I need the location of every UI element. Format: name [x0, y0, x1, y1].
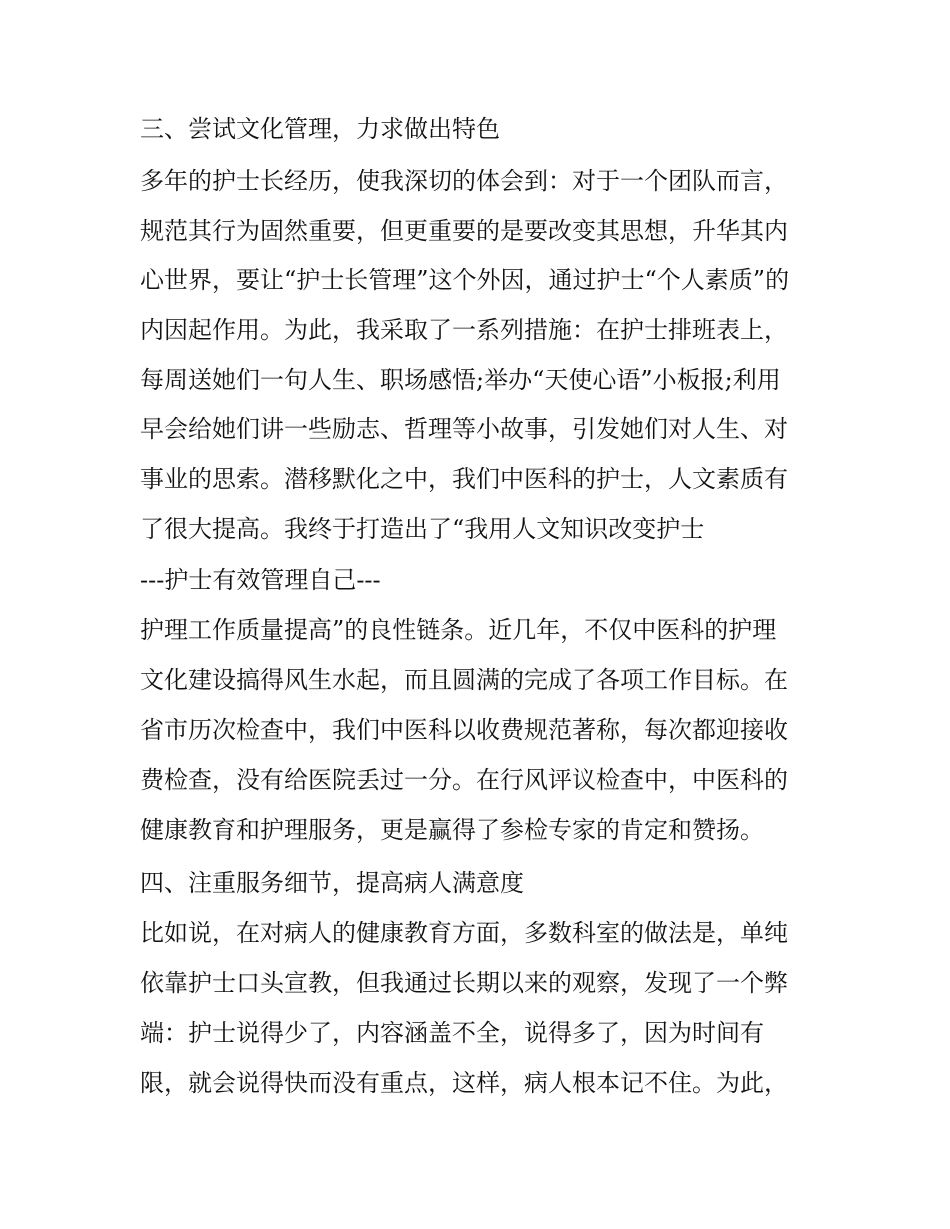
section-heading-3: 三、尝试文化管理，力求做出特色 [140, 115, 500, 143]
paragraph-line: 省市历次检查中，我们中医科以收费规范著称，每次都迎接收 [140, 716, 788, 744]
paragraph-line: 比如说，在对病人的健康教育方面，多数科室的做法是，单纯 [140, 919, 788, 947]
paragraph-line: 多年的护士长经历，使我深切的体会到：对于一个团队而言， [140, 167, 788, 195]
paragraph-line: 护理工作质量提高”的良性链条。近几年，不仅中医科的护理 [140, 616, 777, 644]
paragraph-line: 早会给她们讲一些励志、哲理等小故事，引发她们对人生、对 [140, 415, 788, 443]
paragraph-line: 每周送她们一句人生、职场感悟;举办“天使心语”小板报;利用 [140, 366, 781, 394]
section-heading-4: 四、注重服务细节，提高病人满意度 [140, 869, 524, 897]
paragraph-line: 规范其行为固然重要，但更重要的是要改变其思想，升华其内 [140, 217, 788, 245]
paragraph-line: 端：护士说得少了，内容涵盖不全，说得多了，因为时间有 [140, 1019, 764, 1047]
paragraph-line: 事业的思索。潜移默化之中，我们中医科的护士，人文素质有 [140, 465, 788, 493]
paragraph-line: ---护士有效管理自己--- [140, 566, 381, 594]
paragraph-line: 依靠护士口头宣教，但我通过长期以来的观察，发现了一个弊 [140, 969, 788, 997]
paragraph-line: 健康教育和护理服务，更是赢得了参检专家的肯定和赞扬。 [140, 816, 764, 844]
paragraph-line: 了很大提高。我终于打造出了“我用人文知识改变护士 [140, 515, 705, 543]
paragraph-line: 内因起作用。为此，我采取了一系列措施：在护士排班表上， [140, 316, 788, 344]
paragraph-line: 心世界，要让“护士长管理”这个外因，通过护士“个人素质”的 [140, 266, 790, 294]
paragraph-line: 费检查，没有给医院丢过一分。在行风评议检查中，中医科的 [140, 766, 788, 794]
paragraph-line: 文化建设搞得风生水起，而且圆满的完成了各项工作目标。在 [140, 666, 788, 694]
paragraph-line: 限，就会说得快而没有重点，这样，病人根本记不住。为此， [140, 1069, 788, 1097]
